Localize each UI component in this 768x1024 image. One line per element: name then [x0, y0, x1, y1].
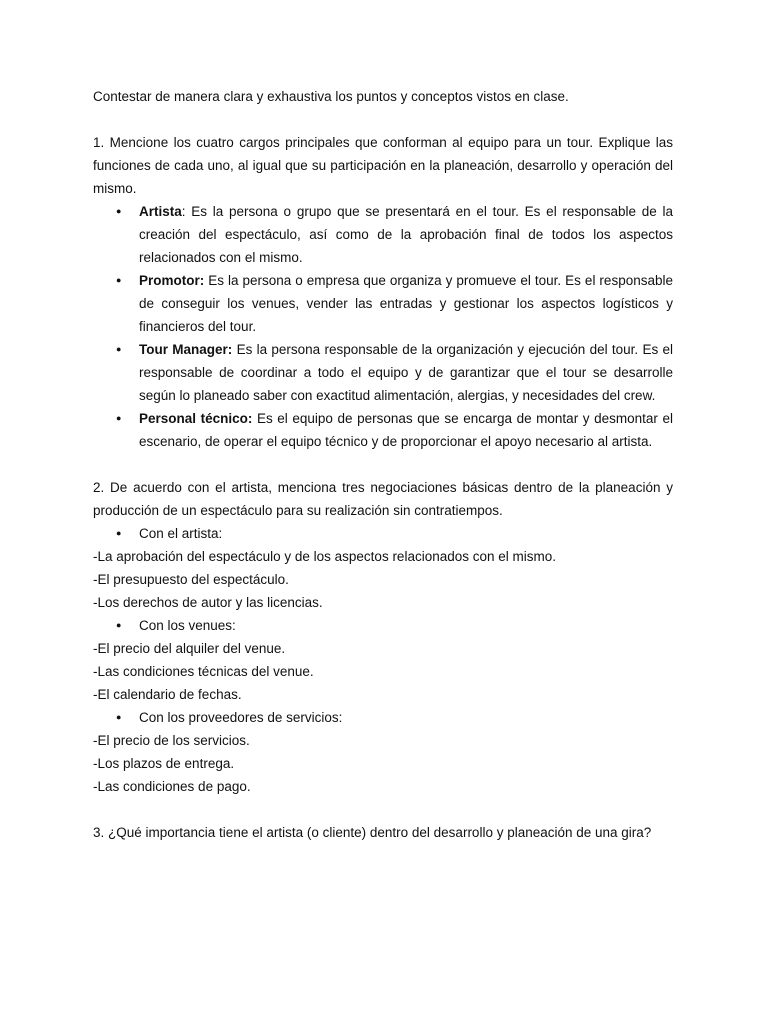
roles-list	[93, 200, 673, 453]
question-3-text: 3. ¿Qué importancia tiene el artista (o cliente) dentro del desarrollo y planeación de una gira?	[93, 825, 652, 840]
role-item-personal-tecnico	[93, 407, 673, 453]
negotiation-line: -Los plazos de entrega.	[93, 756, 235, 771]
question-1-section	[93, 131, 673, 453]
question-2-section	[93, 476, 673, 798]
intro-text: Contestar de manera clara y exhaustiva los puntos y conceptos vistos en clase.	[93, 89, 569, 104]
negotiation-line: -Las condiciones de pago.	[93, 779, 251, 794]
role-term: Personal técnico:	[139, 411, 253, 426]
role-term: Promotor:	[139, 273, 205, 288]
role-item-promotor	[93, 269, 673, 338]
negotiation-line: -El precio de los servicios.	[93, 733, 250, 748]
question-3-section	[93, 821, 673, 844]
role-description: Es la persona o empresa que organiza y promueve el tour. Es el responsable de conseguir los venues, vender las entradas y gestionar los aspectos logísticos y financieros del tour.	[139, 273, 673, 334]
negotiation-line: -El precio del alquiler del venue.	[93, 641, 286, 656]
negotiation-heading: ● Con los venues:	[93, 614, 673, 637]
role-item-artista: ● Artista: Es la persona o grupo que se presentará en el tour. Es el responsable de la creación del espectáculo, así como de la aprobación final de todos los aspectos relacionados con el mismo.	[93, 200, 673, 269]
negotiation-group-venues	[93, 614, 673, 637]
role-term: Artista	[139, 204, 182, 219]
negotiation-group-proveedores	[93, 706, 673, 729]
negotiation-group-artista	[93, 522, 673, 545]
role-description: Es el equipo de personas que se encarga de montar y desmontar el escenario, de operar el equipo técnico y de proporcionar el apoyo necesario al artista.	[139, 411, 673, 449]
role-description: Es la persona o grupo que se presentará en el tour. Es el responsable de la creación del espectáculo, así como de la aprobación final de todos los aspectos relacionados con el mismo.	[139, 204, 673, 265]
role-description: Es la persona responsable de la organización y ejecución del tour. Es el responsable de coordinar a todo el equipo y de garantizar que el tour se desarrolle según lo planeado saber con exactitud alimentación, alergias, y necesidades del crew.	[139, 342, 673, 403]
negotiation-line: -Las condiciones técnicas del venue.	[93, 664, 314, 679]
negotiation-line: -La aprobación del espectáculo y de los aspectos relacionados con el mismo.	[93, 549, 557, 564]
negotiation-line: -El presupuesto del espectáculo.	[93, 572, 289, 587]
negotiation-line: -El calendario de fechas.	[93, 687, 242, 702]
role-term: Tour Manager:	[139, 342, 233, 357]
question-1-text: 1. Mencione los cuatro cargos principales que conforman al equipo para un tour. Explique las funciones de cada uno, al igual que su participación en la planeación, desarrollo y operación del mismo.	[93, 135, 673, 196]
role-item-tour-manager	[93, 338, 673, 407]
negotiation-line: -Los derechos de autor y las licencias.	[93, 595, 323, 610]
negotiation-heading: ● Con el artista:	[93, 522, 673, 545]
negotiation-heading: ● Con los proveedores de servicios:	[93, 706, 673, 729]
question-2-text: 2. De acuerdo con el artista, menciona tres negociaciones básicas dentro de la planeación y producción de un espectáculo para su realización sin contratiempos.	[93, 480, 673, 518]
